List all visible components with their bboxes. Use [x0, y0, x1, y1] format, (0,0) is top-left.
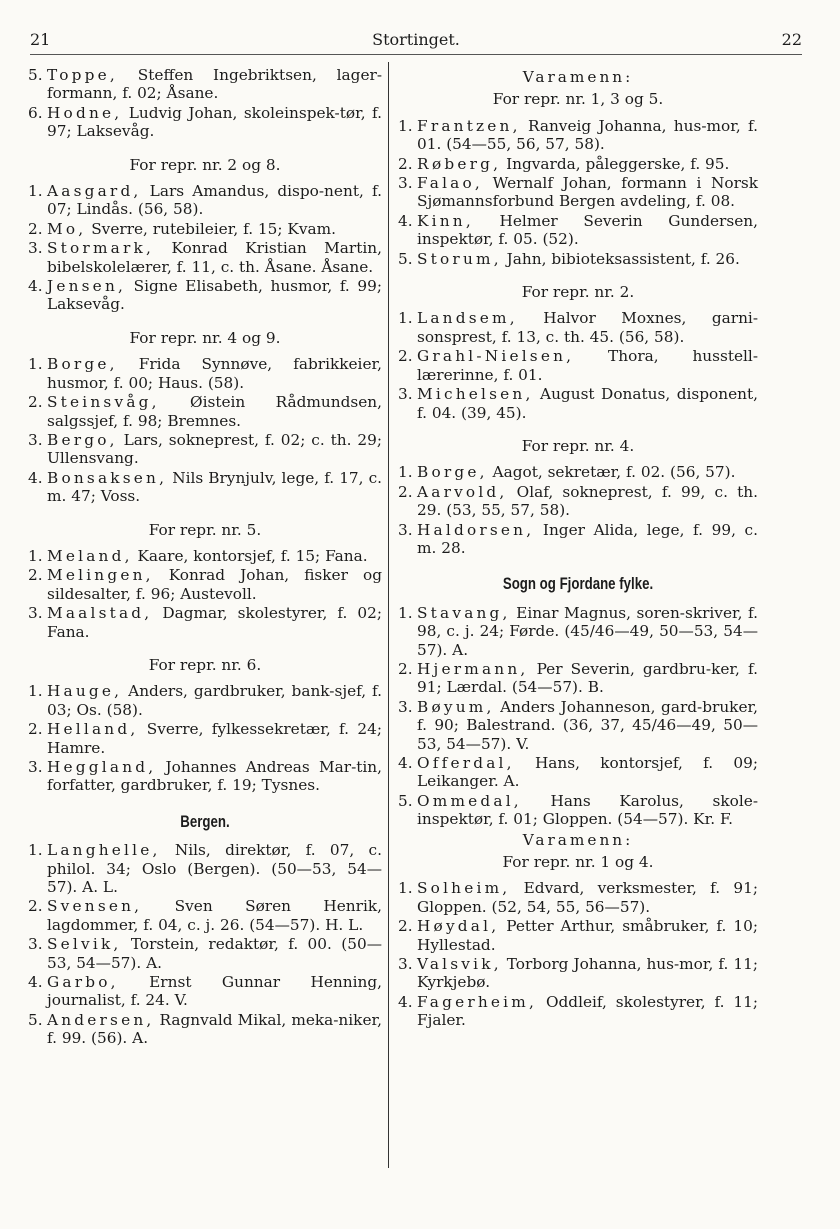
- column-divider: [388, 62, 389, 1168]
- member-details: Lars Amandus, dispo-nent, f. 07; Lindås. (56, 58).: [47, 182, 382, 219]
- member-details: Dagmar, skolestyrer, f. 02; Fana.: [47, 604, 382, 641]
- entry-number: 2.: [28, 720, 43, 739]
- member-details: Johannes Andreas Mar-tin, forfatter, gardbruker, f. 19; Tysnes.: [47, 758, 382, 795]
- member-details: Aagot, sekretær, f. 02. (56, 57).: [487, 463, 736, 482]
- entry-number: 2.: [398, 482, 413, 501]
- member-details: Lars, sokneprest, f. 02; c. th. 29; Ullensvang.: [47, 430, 382, 468]
- member-surname: Langhelle,: [47, 841, 161, 860]
- member-details: Einar Magnus, soren-skriver, f. 98, c. j. 24; Førde. (45/46—49, 50—53, 54—57). A.: [417, 603, 758, 659]
- member-surname: Kinn,: [417, 211, 474, 230]
- member-surname: Hauge,: [47, 682, 123, 701]
- section-heading: Bergen.: [180, 811, 230, 831]
- list-item: [398, 212, 758, 249]
- entry-number: 3.: [28, 430, 43, 449]
- member-details: Olaf, sokneprest, f. 99, c. th. 29. (53, 55, 57, 58).: [417, 482, 758, 520]
- member-details: Oddleif, skolestyrer, f. 11; Fjaler.: [417, 992, 758, 1030]
- member-details: Per Severin, gardbru-ker, f. 91; Lærdal. (54—57). B.: [417, 659, 758, 697]
- list-item: [28, 841, 382, 896]
- entry-number: 4.: [398, 992, 413, 1011]
- list-item: [28, 239, 382, 276]
- member-details: Øistein Rådmundsen, salgssjef, f. 98; Bremnes.: [47, 393, 382, 430]
- member-surname: Andersen,: [47, 1010, 155, 1029]
- member-surname: Aasgard,: [47, 182, 142, 201]
- list-item: [398, 309, 758, 346]
- member-details: August Donatus, disponent, f. 04. (39, 45).: [417, 385, 758, 422]
- list-item: [398, 117, 758, 154]
- subheading: For repr. nr. 1 og 4.: [502, 853, 654, 872]
- right-column: [398, 66, 758, 1031]
- header-rule: [30, 54, 802, 55]
- list-item: [398, 521, 758, 558]
- member-surname: Heggland,: [47, 758, 157, 776]
- list-item: [398, 955, 758, 992]
- list-item: [28, 547, 382, 565]
- running-title: Stortinget.: [372, 30, 460, 49]
- list-item: [398, 792, 758, 829]
- member-surname: Røberg,: [417, 154, 502, 173]
- entry-number: 3.: [28, 239, 43, 258]
- entry-number: 2.: [28, 897, 43, 916]
- list-item: [28, 182, 382, 219]
- entry-number: 4.: [28, 277, 43, 296]
- list-item: [28, 758, 382, 795]
- member-details: Inger Alida, lege, f. 99, c. m. 28.: [417, 520, 758, 557]
- member-details: Torstein, redaktør, f. 00. (50—53, 54—57). A.: [47, 935, 382, 972]
- subheading: For repr. nr. 2.: [521, 283, 635, 302]
- member-surname: Maalstad,: [47, 604, 153, 623]
- member-surname: Høydal,: [417, 917, 500, 936]
- entry-number: 4.: [28, 468, 43, 487]
- member-surname: Stormark,: [47, 239, 155, 258]
- member-details: Wernalf Johan, formann i Norsk Sjømannsforbund Bergen avdeling, f. 08.: [417, 174, 758, 211]
- list-item: [28, 220, 382, 238]
- member-surname: Falao,: [417, 174, 483, 193]
- member-surname: Helland,: [47, 720, 139, 739]
- member-surname: Stavang,: [417, 603, 511, 622]
- member-surname: Solheim,: [417, 879, 511, 898]
- member-surname: Storum,: [417, 249, 502, 268]
- member-details: Anders, gardbruker, bank-sjef, f. 03; Os. (58).: [47, 682, 382, 719]
- member-details: Kaare, kontorsjef, f. 15; Fana.: [132, 546, 368, 565]
- entry-number: 1.: [28, 546, 43, 565]
- list-item: [398, 879, 758, 916]
- list-item: [28, 720, 382, 757]
- member-details: Ranveig Johanna, hus-mor, f. 01. (54—55, 56, 57, 58).: [417, 116, 758, 154]
- member-details: Ragnvald Mikal, meka-niker, f. 99. (56). A.: [47, 1010, 382, 1048]
- member-surname: Offerdal,: [417, 754, 515, 772]
- member-details: Nils Brynjulv, lege, f. 17, c. m. 47; Voss.: [47, 468, 382, 506]
- member-details: Sverre, rutebileier, f. 15; Kvam.: [86, 219, 336, 238]
- list-item: [398, 174, 758, 211]
- member-details: Frida Synnøve, fabrikkeier, husmor, f. 00; Haus. (58).: [47, 355, 382, 392]
- member-surname: Hjermann,: [417, 659, 529, 678]
- member-details: Jahn, bibioteksassistent, f. 26.: [501, 249, 740, 268]
- entry-number: 1.: [398, 116, 413, 135]
- list-item: [398, 347, 758, 384]
- entry-number: 3.: [398, 385, 413, 404]
- member-surname: Jensen,: [47, 277, 127, 296]
- entry-number: 1.: [28, 682, 43, 701]
- list-item: [28, 897, 382, 934]
- list-item: [398, 604, 758, 659]
- left-page-number: 21: [30, 30, 51, 49]
- member-details: Thora, husstell-lærerinne, f. 01.: [417, 347, 758, 384]
- member-details: Petter Arthur, småbruker, f. 10; Hyllestad.: [417, 917, 758, 954]
- member-details: Anders Johanneson, gard-bruker, f. 90; Balestrand. (36, 37, 45/46—49, 50—53, 54—57). V.: [417, 697, 758, 753]
- member-surname: Garbo,: [47, 973, 119, 992]
- member-surname: Melingen,: [47, 566, 154, 585]
- member-surname: Frantzen,: [417, 116, 521, 135]
- member-surname: Borge,: [417, 463, 488, 482]
- entry-number: 5.: [398, 791, 413, 810]
- entry-number: 3.: [28, 758, 43, 776]
- subheading: For repr. nr. 5.: [148, 520, 262, 539]
- member-surname: Fagerheim,: [417, 992, 538, 1011]
- subheading: For repr. nr. 4 og 9.: [129, 328, 281, 347]
- member-details: Konrad Johan, fisker og sildesalter, f. 96; Austevoll.: [47, 566, 382, 603]
- entry-number: 1.: [398, 603, 413, 622]
- entry-number: 2.: [398, 154, 413, 173]
- list-item: [28, 104, 382, 141]
- member-details: Signe Elisabeth, husmor, f. 99; Laksevåg.: [47, 277, 382, 314]
- member-details: Ernst Gunnar Henning, journalist, f. 24. V.: [47, 973, 382, 1010]
- entry-number: 4.: [398, 754, 413, 772]
- list-item: [28, 604, 382, 641]
- subheading: For repr. nr. 6.: [148, 655, 262, 674]
- list-item: [28, 973, 382, 1010]
- entry-number: 2.: [398, 659, 413, 678]
- member-details: Halvor Moxnes, garni-sonsprest, f. 13, c. th. 45. (56, 58).: [417, 309, 758, 346]
- list-item: [398, 483, 758, 520]
- entry-number: 1.: [398, 879, 413, 898]
- member-surname: Svensen,: [47, 897, 143, 916]
- entry-number: 5.: [28, 66, 43, 84]
- subheading: For repr. nr. 2 og 8.: [129, 155, 281, 174]
- member-surname: Bergo,: [47, 430, 118, 449]
- list-item: [398, 993, 758, 1030]
- member-details: Sverre, fylkessekretær, f. 24; Hamre.: [47, 720, 382, 757]
- right-page-number: 22: [781, 30, 802, 49]
- subheading: For repr. nr. 4.: [521, 436, 635, 455]
- member-surname: Michelsen,: [417, 385, 534, 404]
- member-details: Hans, kontorsjef, f. 09; Leikanger. A.: [417, 754, 758, 791]
- member-surname: Hodne,: [47, 103, 123, 122]
- member-surname: Haldorsen,: [417, 520, 535, 539]
- list-item: [398, 155, 758, 173]
- list-item: [28, 66, 382, 103]
- member-surname: Borge,: [47, 355, 118, 374]
- list-item: [398, 463, 758, 481]
- list-item: [28, 566, 382, 603]
- member-surname: Toppe,: [47, 66, 118, 84]
- member-details: Edvard, verksmester, f. 91; Gloppen. (52, 54, 55, 56—57).: [417, 879, 758, 916]
- member-details: Torborg Johanna, hus-mor, f. 11; Kyrkjebø.: [417, 955, 758, 992]
- entry-number: 1.: [398, 309, 413, 328]
- entry-number: 5.: [28, 1010, 43, 1029]
- entry-number: 1.: [398, 463, 413, 482]
- page-header: [30, 30, 802, 52]
- entry-number: 2.: [398, 917, 413, 936]
- list-item: [28, 682, 382, 719]
- list-item: [28, 277, 382, 314]
- entry-number: 2.: [398, 347, 413, 366]
- entry-number: 3.: [398, 697, 413, 716]
- member-surname: Steinsvåg,: [47, 393, 160, 412]
- entry-number: 1.: [28, 182, 43, 201]
- member-surname: Valsvik,: [417, 955, 502, 974]
- entry-number: 2.: [28, 393, 43, 412]
- entry-number: 3.: [398, 520, 413, 539]
- list-item: [398, 660, 758, 697]
- member-surname: Landsem,: [417, 309, 518, 328]
- member-details: Sven Søren Henrik, lagdommer, f. 04, c. j. 26. (54—57). H. L.: [47, 897, 382, 934]
- member-surname: Mo,: [47, 219, 87, 238]
- entry-number: 6.: [28, 103, 43, 122]
- entry-number: 3.: [28, 935, 43, 954]
- member-details: Nils, direktør, f. 07, c. philol. 34; Oslo (Bergen). (50—53, 54—57). A. L.: [47, 841, 382, 897]
- member-surname: Aarvold,: [417, 482, 508, 501]
- member-surname: Grahl-Nielsen,: [417, 347, 575, 366]
- list-item: [398, 917, 758, 954]
- section-heading: Sogn og Fjordane fylke.: [502, 574, 654, 594]
- entry-number: 4.: [28, 973, 43, 992]
- member-surname: Meland,: [47, 546, 133, 565]
- list-item: [28, 431, 382, 468]
- entry-number: 3.: [398, 955, 413, 974]
- list-item: [398, 250, 758, 268]
- member-details: Konrad Kristian Martin, bibelskolelærer, f. 11, c. th. Åsane. Åsane.: [47, 239, 382, 276]
- member-details: Ingvarda, påleggerske, f. 95.: [501, 154, 730, 173]
- list-item: [28, 469, 382, 506]
- varamenn-heading: Varamenn:: [522, 68, 634, 86]
- entry-number: 2.: [28, 566, 43, 585]
- member-details: Helmer Severin Gundersen, inspektør, f. 05. (52).: [417, 211, 758, 249]
- list-item: [28, 355, 382, 392]
- member-surname: Bonsaksen,: [47, 468, 168, 487]
- entry-number: 1.: [28, 355, 43, 374]
- list-item: [28, 393, 382, 430]
- entry-number: 2.: [28, 219, 43, 238]
- member-details: Steffen Ingebriktsen, lager-formann, f. 02; Åsane.: [47, 66, 382, 103]
- member-surname: Ommedal,: [417, 791, 522, 810]
- list-item: [398, 754, 758, 791]
- list-item: [398, 385, 758, 422]
- member-surname: Bøyum,: [417, 697, 495, 716]
- entry-number: 1.: [28, 841, 43, 860]
- member-surname: Selvik,: [47, 935, 122, 954]
- entry-number: 4.: [398, 211, 413, 230]
- varamenn-heading: Varamenn:: [522, 830, 634, 849]
- left-column: [28, 66, 382, 1049]
- entry-number: 3.: [28, 604, 43, 623]
- list-item: [28, 935, 382, 972]
- entry-number: 3.: [398, 174, 413, 193]
- member-details: Hans Karolus, skole-inspektør, f. 01; Gloppen. (54—57). Kr. F.: [417, 791, 758, 829]
- member-details: Ludvig Johan, skoleinspek-tør, f. 97; Laksevåg.: [47, 103, 382, 141]
- subheading: For repr. nr. 1, 3 og 5.: [492, 90, 664, 109]
- list-item: [28, 1011, 382, 1048]
- entry-number: 5.: [398, 249, 413, 268]
- list-item: [398, 698, 758, 753]
